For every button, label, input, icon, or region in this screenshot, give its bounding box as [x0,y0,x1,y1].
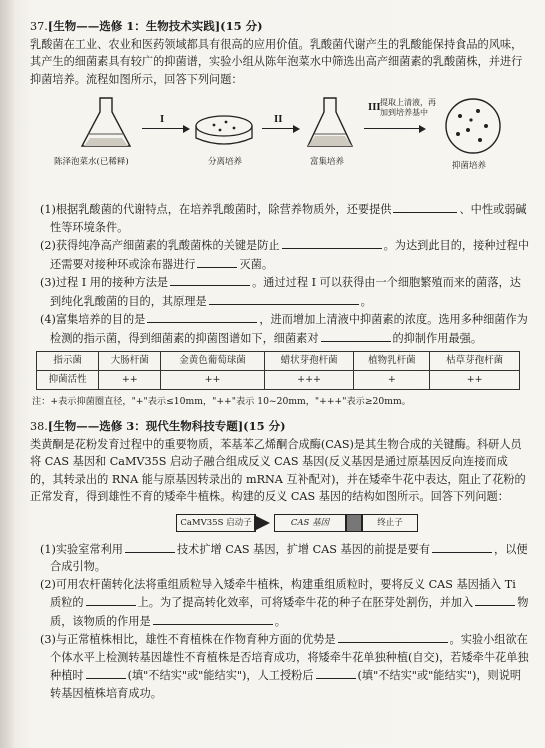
answer-blank[interactable] [170,273,250,286]
table-header-cell: 指示菌 [37,352,99,371]
antibacterial-table [36,351,520,390]
part-4-text-b: ，进而增加上清液中抑菌素的浓度。选用多种细菌作为检测的指示菌，得到细菌素的抑菌图谱如下，细菌素对 [50,313,528,345]
answer-blank[interactable] [86,593,136,606]
part-1-text-b: 、中性或弱碱性等环境条件。 [50,203,527,234]
table-cell: +++ [264,371,354,390]
table-cell: ++ [161,371,264,390]
answer-blank[interactable] [125,540,175,553]
table-header-cell: 金黄色葡萄球菌 [161,352,264,371]
step-3-text: 提取上清液，再加到培养基中 [380,98,436,117]
question-38 [30,418,530,702]
question-37-part-1 [40,200,530,236]
part-3-text-b: 。通过过程 I 可以获得由一个细胞繁殖而来的菌落，达到纯化乳酸菌的目的，其原理是 [50,276,521,308]
question-37-intro: 乳酸菌在工业、农业和医药领域都具有很高的应用价值。乳酸菌代谢产生的乳酸能保持食品的风味，其产生的细菌素具有较广的抑菌谱，实验小组从陈年泡菜水中筛选出高产细菌素的乳酸菌株，并进行抑菌培养。流程如图所示，回答下列问题： [30,37,523,86]
question-37-part-4 [40,310,530,347]
part-2-text-a: (2)可用农杆菌转化法将重组质粒导入矮牵牛植株，构建重组质粒时，要将反义 CAS 基因插入 Ti 质粒的 [40,577,516,609]
question-38-intro: 类黄酮是花粉发育过程中的重要物质，苯基苯乙烯酮合成酶(CAS)是其生物合成的关键酶。科研人员将 CAS 基因和 CaMV35S 启动子融合组成反义 CAS 基因(反义基因是通过原基因反向连接而成的，其转录出的 RNA 能与原基因转录出的 mRNA 互补配对)，并在矮牵牛花中表达，阻止了花粉的正常发育，得到雄性不育的矮牵牛植株。构建的反义 CAS 基因的结构如图所示。回答下列问题： [30,437,526,503]
answer-blank[interactable] [475,593,515,606]
part-2-text-b: 上。为了提高转化效率，可将矮牵牛花的种子在胚芽处割伤，并加入 [137,596,474,609]
question-38-header [30,418,530,436]
table-cell: ++ [99,371,161,390]
question-37-header [30,18,530,36]
table-header-cell: 枯草芽孢杆菌 [430,352,520,371]
flow-diagram [30,90,530,198]
answer-blank[interactable] [86,666,126,679]
part-4-text-a: (4)富集培养的目的是 [40,313,146,326]
gene-construct-diagram [30,510,530,538]
answer-blank[interactable] [153,612,273,625]
part-3-text-c: (填"不结实"或"能结实")，人工授粉后 [127,669,314,682]
gene-marker-segment [346,514,362,532]
question-37-title: [生物——选修 1：生物技术实践](15 分) [47,19,263,33]
question-38-part-1 [40,540,530,576]
part-3-text-d: (填"不结实"或"能结实")，则说明转基因植株培育成功。 [50,669,522,700]
part-1-text-a: (1)根据乳酸菌的代谢特点，在培养乳酸菌时，除营养物质外，还要提供 [40,203,392,216]
question-38-number: 38. [30,420,48,433]
question-38-part-2 [40,576,530,631]
page-binding [0,0,14,748]
answer-blank[interactable] [321,329,391,342]
step-2-label: II [274,115,283,125]
table-cell: ++ [430,371,520,390]
table-header-cell: 大肠杆菌 [99,352,161,371]
answer-blank[interactable] [147,310,257,323]
question-38-part-3 [40,630,530,702]
part-4-text-c: 的抑制作用最强。 [392,331,483,345]
question-37 [30,18,530,411]
table-header-cell: 蜡状芽孢杆菌 [264,352,354,371]
table-header-row [37,352,520,371]
question-37-number: 37. [30,20,48,33]
answer-blank[interactable] [282,236,382,249]
terminator-segment: 终止子 [362,514,418,532]
step-3-label: III [368,103,381,113]
arrow-1 [142,128,188,129]
stage-3-label: 富集培养 [310,157,345,167]
answer-blank[interactable] [316,666,356,679]
arrow-3 [364,128,424,129]
stage-4-label: 抑菌培养 [452,161,487,171]
part-1-text-c: ，以便合成引物。 [50,542,528,573]
answer-blank[interactable] [197,255,237,268]
part-3-text-c: 。 [360,294,372,308]
part-2-text-d: 。 [274,614,286,628]
promoter-segment: CaMV35S 启动子 [176,514,256,532]
step-1-label: I [160,115,165,125]
part-1-text-b: 技术扩增 CAS 基因，扩增 CAS 基因的前提是要有 [176,542,431,556]
arrow-right-icon [254,513,274,533]
part-2-text-c: 物质，该物质的作用是 [50,596,529,628]
cas-gene-segment: CAS 基因 [274,514,346,532]
part-3-text-b: 。实验小组欲在个体水平上检测转基因雄性不育植株是否培育成功，将矮牵牛花单独种植(自交)，若矮牵牛花单独种植时 [50,633,529,682]
question-37-part-2 [40,236,530,273]
plate-icon [438,96,508,156]
answer-blank[interactable] [338,630,448,643]
table-cell: + [354,371,430,390]
petri-dish-icon [192,112,256,152]
answer-blank[interactable] [432,540,492,553]
answer-blank[interactable] [209,292,359,305]
flask-icon [302,94,358,152]
stage-2-label: 分离培养 [208,157,243,167]
part-1-text-a: (1)实验室常利用 [40,542,123,556]
answer-blank[interactable] [393,200,457,213]
table-header-cell: 植物乳杆菌 [354,352,430,371]
part-2-text-b: 。为达到此目的，接种过程中还需要对接种环或涂布器进行 [50,239,530,271]
table-cell: 抑菌活性 [37,371,99,390]
question-38-title: [生物——选修 3：现代生物科技专题](15 分) [47,419,286,433]
table-note: 注：+表示抑菌圈直径，"+"表示≤10mm，"++"表示 10~20mm，"+++"表示≥20mm。 [32,396,411,407]
stage-1-label: 陈泽泡菜水(已稀释) [54,157,129,167]
flask-icon [76,94,136,152]
part-2-text-c: 灭菌。 [239,257,274,271]
question-37-part-3 [40,273,530,310]
table-row [37,371,520,390]
part-3-text-a: (3)与正常植株相比，雄性不育植株在作物育种方面的优势是 [40,633,336,646]
part-2-text-a: (2)获得纯净高产细菌素的乳酸菌株的关键是防止 [40,239,280,252]
part-3-text-a: (3)过程 I 用的接种方法是 [40,276,169,289]
